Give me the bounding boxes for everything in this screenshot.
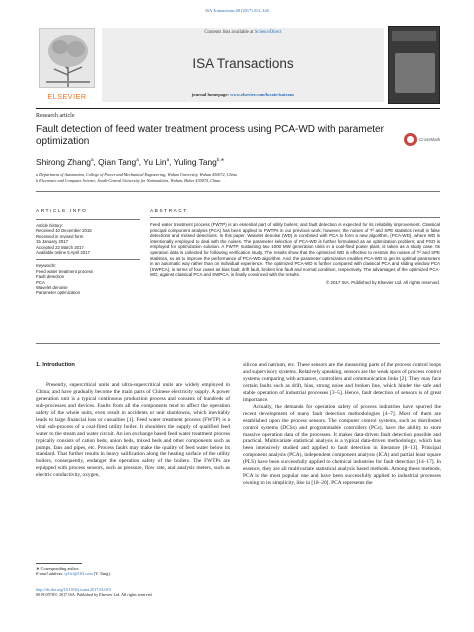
journal-masthead	[36, 20, 440, 106]
body-paragraph: Actually, the demands for operation safety of process industries have spurred the recent development of many fault detection methodologies [4–7]. Most of them are established upon the process sensors. The computer control systems, such as distributed control systems (DCSs) and programmable controllers (PCs), have the ability to store massive operation data of the processes. It makes data-driven fault detection possible and practical. Multivariate statistical analysis is a typical data-driven methodology, which has been intensively studied and applied to fault detection in literature [8–13]. Principal component analysis (PCA), independent component analysis (ICA) and partial least square (PLS) have been successfully applied to chemical industries for fault detection [14–17]. In essence, they are all multivariate statistical analysis based methods. Among these methods, PCA is the most popular one and have been successfully applied to industrial processes owning to its simplicity, like in [18–20]. PCA represents the	[243, 403, 441, 487]
body-column-right	[243, 362, 441, 487]
journal-homepage	[102, 92, 384, 97]
author-name[interactable]: Shirong Zhang	[36, 157, 91, 167]
body-paragraph: silicon and natrium, etc. These sensors are the measuring parts of the process control loops and supervisory systems. Relatively speaking, sensors are the weak spots of process control systems comparing with actuators, controllers and communication links [2]. They may face certain faults such as drift, bias, strong noise and broken line, which hinder the safe and stable operation of industrial processes [3–5]. Hence, fault detection of sensors is of great importance.	[243, 362, 441, 403]
email-note	[36, 571, 230, 576]
keyword: Feed water treatment process	[36, 268, 94, 274]
affiliation: a Department of Automation, College of Power and Mechanical Engineering, Wuhan University, Wuhan 430072, China	[36, 172, 237, 177]
abstract	[150, 208, 440, 285]
history-revised: Received in revised form	[36, 233, 84, 239]
abstract-heading: ABSTRACT	[150, 208, 188, 213]
email-label: E-mail address:	[36, 571, 65, 577]
doi-block	[36, 587, 296, 597]
abstract-divider	[36, 343, 440, 344]
doi-link[interactable]: http://dx.doi.org/10.1016/j.isatra.2017.03.019	[36, 587, 111, 592]
history-received: Received 10 December 2015	[36, 228, 92, 234]
email-suffix: (Y. Tang).	[92, 571, 111, 577]
homepage-prefix: journal homepage:	[191, 92, 231, 97]
author-name[interactable]: Yuling Tang	[173, 157, 217, 167]
journal-title: ISA Transactions	[192, 56, 294, 71]
section-heading: 1. Introduction	[36, 362, 75, 368]
keyword: Wavelet denoise	[36, 285, 68, 291]
sciencedirect-link[interactable]: ScienceDirect	[254, 30, 282, 35]
homepage-link[interactable]: www.elsevier.com/locate/isatrans	[230, 92, 295, 97]
abstract-rule	[150, 217, 440, 218]
elsevier-tree-icon	[39, 28, 95, 88]
contents-line	[102, 30, 384, 35]
keyword: PCA	[36, 279, 45, 285]
author-affil-mark: a	[90, 157, 94, 163]
body-paragraph: Presently, supercritical units and ultra-supercritical units are widely employed in China; and have gradually become the main parts of Chinese electricity supply. A power generation unit is a typical continuous production process and consists of hundreds of sub-processes and devices. Faults from all the components tend to affect the operation safety of the whole units, even result in accidents or unit shutdowns, which inevitably leads to large financial loss or casualties [1]. Feed water treatment process (FWTP) is a vital sub-process of a coal-fired utility boiler. It shoulders the supply of qualified feed water to the steam and water circuit. An ion exchange based feed water treatment process typically consists of cation beds, anion beds, mixed beds and other components such as pumps, fans and pipes, etc. Process faults may make the quality of feed water below its standard. That further results in heavy salification along the heating surface of the utility boilers, consequently, endanger the operation safety of the boilers. The FWTPs are equipped with process sensors, such as pressure, flow rate, and analysis meters, such as electric conductivity, oxygen,	[36, 381, 230, 479]
author-affil-mark: a	[136, 157, 139, 163]
cover-header	[392, 31, 436, 41]
keyword: Fault detection	[36, 274, 65, 280]
keywords-rule	[36, 259, 140, 260]
footnotes	[36, 566, 230, 577]
masthead-divider	[36, 108, 440, 109]
header-divider	[36, 191, 440, 192]
keyword: Parameter optimization	[36, 290, 81, 296]
cover-image	[395, 53, 435, 93]
affiliation: b Electronic and Computer Science, South-Central University for Nationalities, Wuhan, Hubei 430074, China	[36, 178, 221, 183]
elsevier-logo[interactable]	[36, 20, 98, 106]
journal-reference[interactable]: ISA Transactions 68 (2017) 313–326	[205, 8, 269, 13]
author-name[interactable]: Yu Lin	[143, 157, 167, 167]
contents-prefix: Contents lists available at	[204, 30, 255, 35]
author-list: Shirong Zhang$^a$, Qian Tang$^a$, Yu Lin$^a$, Yuling Tang$^{b,∗}$	[36, 157, 225, 167]
author-affil-mark[interactable]: b,∗	[216, 157, 225, 163]
author-name[interactable]: Qian Tang	[98, 157, 137, 167]
issn-line: 0019-0578/© 2017 ISA. Published by Elsevier Ltd. All rights reserved.	[36, 592, 153, 598]
crossmark-badge[interactable]	[404, 133, 444, 149]
footnote-rule	[36, 563, 82, 564]
history-accepted: Accepted 22 March 2017	[36, 244, 84, 250]
article-type: Research article	[36, 113, 75, 119]
journal-cover-thumbnail[interactable]	[388, 26, 440, 104]
corresponding-author-note: ∗ Corresponding author.	[36, 566, 80, 571]
publisher-name: ELSEVIER	[47, 92, 87, 101]
body-column-left	[36, 362, 230, 479]
history-revised-date: 15 January 2017	[36, 239, 69, 245]
masthead-band	[102, 28, 384, 102]
article-info-heading: ARTICLE INFO	[36, 208, 88, 213]
abstract-text: Feed water treatment process (FWTP) is an essential part of utility boilers; and fault detection is expected for its reliability improvement. Classical principal component analysis (PCA) has been applied to FWTPs in our previous work; however, the noises of T² and SPE statistics result in false detections and missed detections. In this paper, Wavelet denoise (WD) is combined with PCA to form a new algorithm, (PCA-WD), where WD is intentionally employed to deal with the noises. The parameter selection of PCA-WD is further formulated as an optimization problem; and PSO is employed for optimization solution. A FWTP, sustaining two 1000 MW generation units in a coal-fired power plant, is taken as a study case. Its operation data is collected for following verification study. The results show that the optimized WD is effective to restrain the noises of T² and SPE statistics, so as to improve the performance of PCA-WD algorithm. And, the parameter optimization enables PCA-WD to get its optimal parameters in an automatic way rather than on individual experience. The optimized PCA-WD is further compared with classical PCA and sliding window PCA (SWPCA), in terms of four cases as bias fault, drift fault, broken line fault and normal condition, respectively. The advantages of the optimized PCA-WD, against classical PCA and SWPCA, is finally convinced with the results.	[150, 222, 440, 278]
crossmark-icon	[404, 133, 417, 146]
article-title: Fault detection of feed water treatment process using PCA-WD with parameter optimization	[36, 124, 384, 147]
crossmark-label: CrossMark	[419, 137, 441, 142]
abstract-copyright: © 2017 ISA. Published by Elsevier Ltd. All rights reserved.	[325, 279, 440, 285]
keywords-label: Keywords:	[36, 263, 57, 269]
history-label: Article history:	[36, 223, 63, 228]
author-affil-mark: a	[166, 157, 170, 163]
history-online: Available online 5 April 2017	[36, 250, 90, 256]
article-info-rule	[36, 219, 140, 220]
email-link[interactable]: tyl1rt@163.com	[64, 571, 93, 577]
article-info	[36, 208, 140, 296]
